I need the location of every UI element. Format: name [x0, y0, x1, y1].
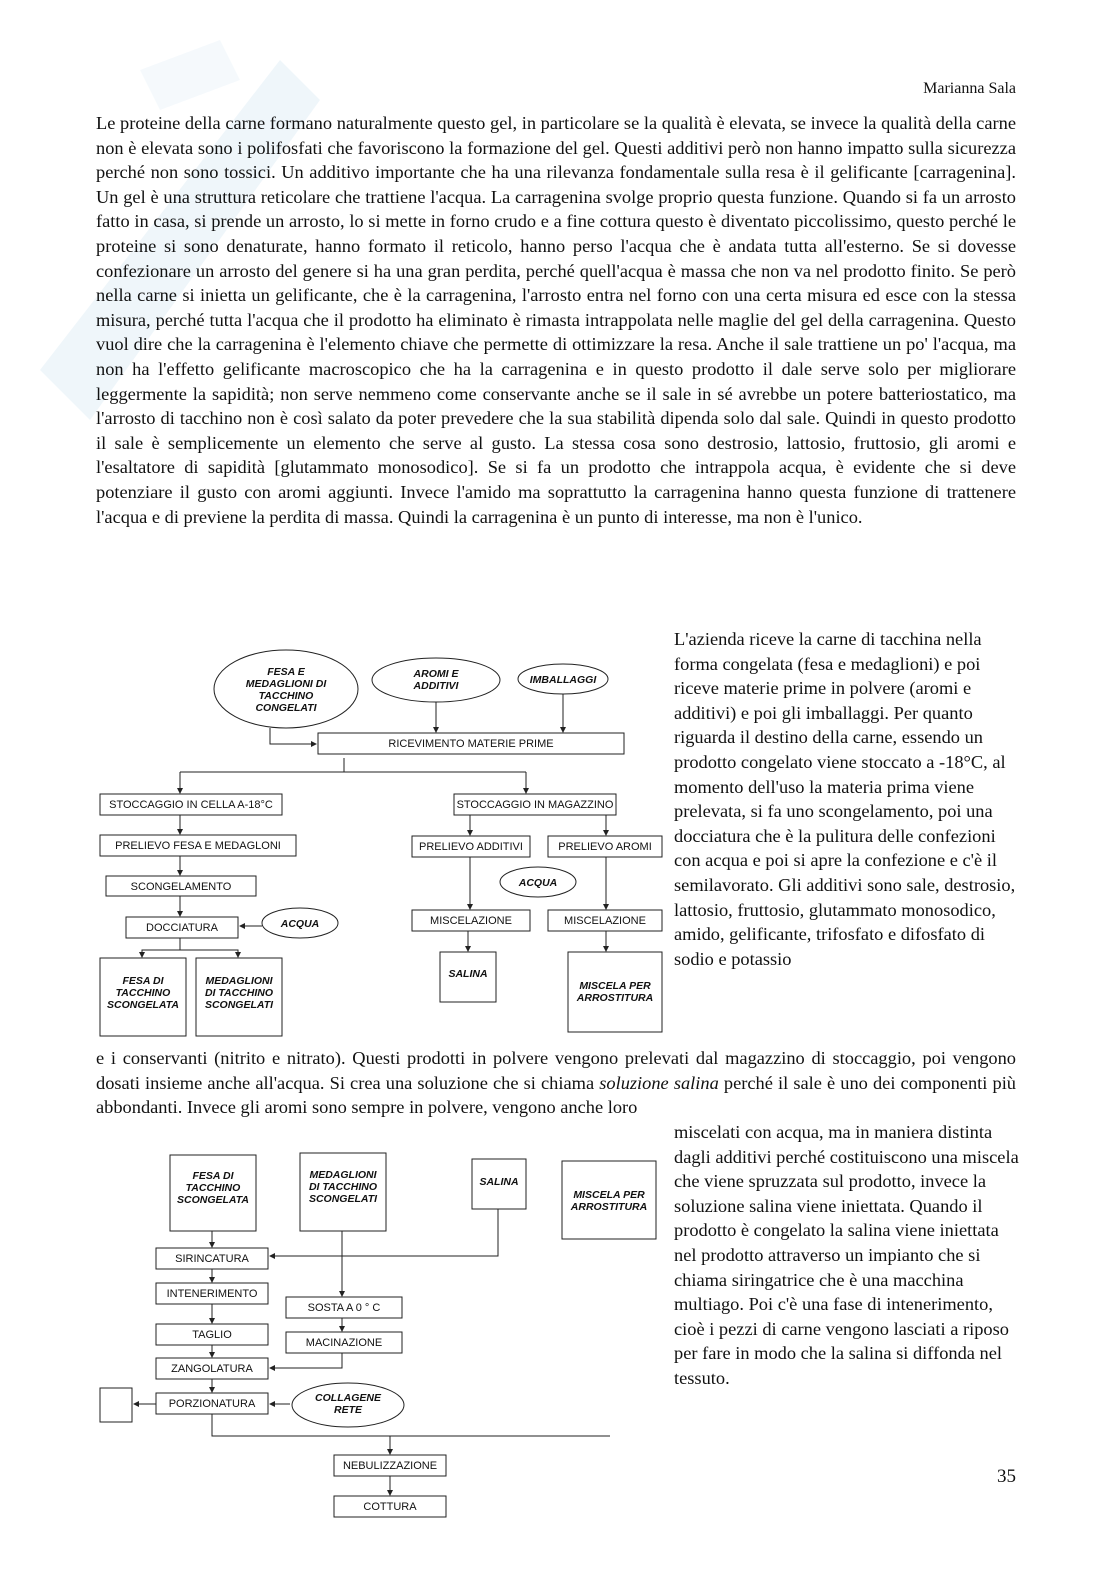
label2-siringatura: SIRINCATURA — [175, 1253, 249, 1265]
label2-intenerimento: INTENERIMENTO — [166, 1288, 258, 1300]
label-salina-1: SALINA — [448, 968, 488, 980]
label2-collagene-2: RETE — [333, 1404, 363, 1416]
label2-fesa-3: SCONGELATA — [177, 1194, 249, 1206]
label-miscelazione-1: MISCELAZIONE — [430, 915, 512, 927]
wide-text-italic: soluzione salina — [599, 1072, 719, 1093]
label-miscela-1b: ARROSTITURA — [576, 992, 654, 1004]
label2-fesa-2: TACCHINO — [185, 1182, 241, 1194]
label-acqua-right: ACQUA — [518, 877, 558, 889]
side-paragraph-2: miscelati con acqua, ma in maniera distinta dagli additivi perché costituiscono una miscela che viene spruzzata sul prodotto, invece la soluzione salina viene iniettata. Quando il prodotto è congelato la salina viene iniettata nel prodotto attraverso un impianto che si chiama siringatrice che è una macchina multiago. Poi c'è una fase di intenerimento, cioè i pezzi di carne vengono lasciati a riposo per fare in modo che la salina si diffonda nel tessuto. — [674, 1122, 1019, 1388]
label2-zangolatura: ZANGOLATURA — [171, 1363, 253, 1375]
side-paragraph-1: L'azienda riceve la carne di tacchina nella forma congelata (fesa e medaglioni) e poi riceve materie prime in polvere (aromi e additivi) e poi gli imballaggi. Per quanto riguarda il destino della carne, essendo un prodotto congelato viene stoccato a -18°C, al momento dell'uso la materia prima viene prelevata, si fa uno scongelamento, poi una docciatura che è la pulitura delle confezioni con acqua e poi si apre la confezione e c'è il semilavorato. Gli additivi sono sale, destrosio, lattosio, fruttosio, glutammato monosodico, amido, gelificante, trifosfato e difosfato di sodio e potassio — [674, 629, 1016, 969]
label2-macinazione: MACINAZIONE — [305, 1337, 383, 1349]
wide-text-after: perché il sale è uno dei componenti più abbondanti. Invece gli aromi sono sempre in polvere, vengono anche loro — [96, 1072, 1016, 1118]
label2-salina: SALINA — [479, 1176, 519, 1188]
label-prelievo-fesa: PRELIEVO FESA E MEDAGLONI — [115, 840, 281, 852]
author-header: Marianna Sala — [923, 80, 1016, 97]
label2-miscela-2: ARROSTITURA — [570, 1201, 648, 1213]
label2-taglio: TAGLIO — [192, 1329, 232, 1341]
label-stoccaggio-magazzino: STOCCAGGIO IN MAGAZZINO — [456, 799, 614, 811]
label-fesa-2: MEDAGLIONI DI — [245, 678, 327, 690]
label-aromi-2: ADDITIVI — [413, 680, 459, 692]
label2-med-3: SCONGELATI — [308, 1193, 378, 1205]
page-number: 35 — [997, 1466, 1016, 1487]
flowchart-reception — [96, 648, 666, 1038]
wide-text-before: e i conservanti (nitrito e nitrato). Questi prodotti in polvere vengono prelevati dal magazzino di stoccaggio, poi vengono dosati insieme anche all'acqua. Si crea una soluzione che si chiama — [96, 1048, 1016, 1093]
intro-paragraph: Le proteine della carne formano naturalmente questo gel, in particolare se la qualità è elevata, se invece la qualità della carne non è elevata sono i polifosfati che favoriscono la formazione del gel. Questi additivi però non hanno impatto sulla sicurezza perché non sono tossici. Un additivo importante che ha una rilevanza fondamentale sulla resa è il gelificante [carragenina]. Un gel è una struttura reticolare che trattiene l'acqua. La carragenina svolge proprio questa funzione. Quando si fa un arrosto fatto in casa, si prende un arrosto, lo si mette in forno crudo e a fine cottura questo è diventato piccolissimo, questo perché le proteine si sono denaturate, hanno formato il reticolo, hanno perso l'acqua che è andata tutta all'esterno. Se si dovesse confezionare un arrosto del genere si ha una gran perdita, perché quell'acqua è massa che non va nel prodotto finito. Se però nella carne si inietta un gelificante, che è la carragenina, l'arrosto entra nel forno con una certa misura ed esce con la stessa misura, perché tutta l'acqua che il prodotto ha eliminato è rimasta intrappolata nelle maglie del gel della carragenina. Questo vuol dire che la carragenina è l'elemento chiave che permette di ottimizzare la resa. Anche il sale trattiene un po' l'acqua, ma non ha l'effetto gelificante macroscopico che ha la carragenina e in questo prodotto il dale serve solo per migliorare leggermente la sapidità; non serve nemmeno come conservante anche se il sale in sé avrebbe un potere batteriostatico, ma l'arrosto di tacchino non è così salato da poter prevedere che la sua stabilità dipenda solo dal sale. Quindi in questo prodotto il sale è semplicemente un elemento che serve al gusto. La stessa cosa sono destrosio, lattosio, fruttosio, gli aromi e l'esaltatore di sapidità [glutammato monosodico]. Se si fa un prodotto che intrappola acqua, è evidente che si deve potenziare il gusto con aromi aggiunti. Invece l'amido ma soprattutto la carragenina hanno questa funzione di trattenere l'acqua e di previene la perdita di massa. Quindi la carragenina è un punto di interesse, ma non è l'unico. — [96, 113, 1016, 527]
label-fesa-1: FESA E — [267, 666, 305, 678]
label2-miscela-1: MISCELA PER — [573, 1189, 645, 1201]
label-fesa-3: TACCHINO — [258, 690, 314, 702]
label2-sosta: SOSTA A 0 ° C — [307, 1302, 381, 1314]
label-fesa-4: CONGELATI — [255, 702, 317, 714]
flowchart-processing — [96, 1150, 666, 1545]
wide-paragraph — [96, 1046, 1016, 1120]
label-acqua-left: ACQUA — [280, 918, 320, 930]
label2-cottura: COTTURA — [363, 1501, 417, 1513]
label-fesa-sc-2: TACCHINO — [115, 987, 171, 999]
label2-fesa-1: FESA DI — [192, 1170, 234, 1182]
label-prelievo-additivi: PRELIEVO ADDITIVI — [419, 841, 523, 853]
label-docciatura: DOCCIATURA — [146, 922, 218, 934]
label2-med-2: DI TACCHINO — [308, 1181, 378, 1193]
label-med-sc-1: MEDAGLIONI — [205, 975, 273, 987]
label-med-sc-2: DI TACCHINO — [204, 987, 274, 999]
label-med-sc-3: SCONGELATI — [204, 999, 274, 1011]
label-prelievo-aromi: PRELIEVO AROMI — [558, 841, 652, 853]
label-ricevimento: RICEVIMENTO MATERIE PRIME — [388, 738, 554, 750]
label2-porzionatura: PORZIONATURA — [168, 1398, 256, 1410]
label-scongelamento: SCONGELAMENTO — [130, 881, 232, 893]
label2-nebulizzazione: NEBULIZZAZIONE — [342, 1460, 438, 1472]
label-fesa-sc-1: FESA DI — [122, 975, 164, 987]
label-miscela-1a: MISCELA PER — [579, 980, 651, 992]
label2-med-1: MEDAGLIONI — [309, 1169, 377, 1181]
label-fesa-sc-3: SCONGELATA — [107, 999, 179, 1011]
label-stoccaggio-cella: STOCCAGGIO IN CELLA A-18°C — [109, 799, 273, 811]
node2-small-left — [100, 1388, 132, 1422]
label-aromi-1: AROMI E — [413, 668, 459, 680]
label2-collagene-1: COLLAGENE — [315, 1392, 381, 1404]
label-imballaggi: IMBALLAGGI — [529, 674, 597, 686]
label-miscelazione-2: MISCELAZIONE — [564, 915, 646, 927]
